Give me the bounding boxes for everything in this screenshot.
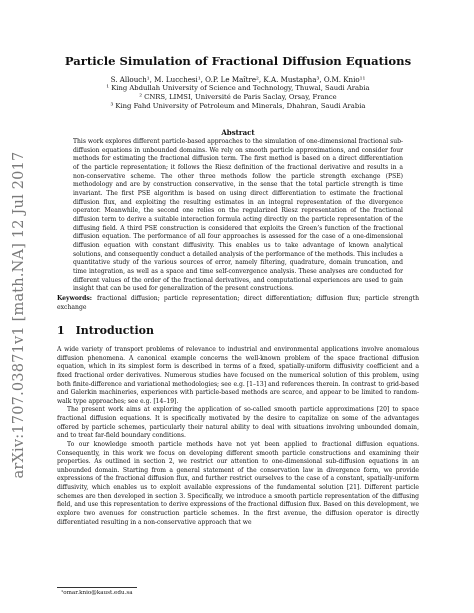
section-heading [57,324,419,337]
keywords-list: fractional diffusion; particle representation; direct differentiation; diffusion flux; particle strength exchange [57,295,419,311]
affiliation-3: ³ King Fahd University of Petroleum and Minerals, Dhahran, Saudi Arabia [110,102,366,110]
section-number: 1 [57,324,65,337]
paragraph: The present work aims at exploring the application of so-called smooth particle approximations [20] to space fractional diffusion equations. It is specifically motivated by the desire to capitalize on some of the advantages offered by particle schemes, particularly their natural ability to deal with situations involving unbounded domain, and to treat far-field boundary conditions. [57,406,419,440]
affiliation-2: ² CNRS, LIMSI, Université de Paris Saclay, Orsay, France [139,93,337,101]
section-title: Introduction [75,324,154,337]
footnote-email: ¹omar.knio@kaust.edu.sa [61,590,133,596]
keywords-label: Keywords: [57,295,93,302]
affiliation-1: ¹ King Abdullah University of Science and Technology, Thuwal, Saudi Arabia [106,84,370,92]
keywords-block [57,295,419,312]
footnote-divider [57,587,137,588]
introduction-body [57,346,419,527]
arxiv-identifier: arXiv:1707.03871v1 [math.NA] 12 Jul 2017 [11,151,27,479]
paragraph: To our knowledge smooth particle methods have not yet been applied to fractional diffusion equations. Consequently, in this work we focus on developing different smooth particle constructions and examining their properties. As outlined in section 2, we restrict our attention to one-dimensional sub-diffusion equations in an unbounded domain. Starting from a general statement of the conservation law in divergence form, we provide expressions of the fractional diffusion flux, and further restrict ourselves to the case of a constant, spatially-uniform diffusivity, which enables us to exploit available expressions of the fundamental solution [21]. Different particle schemes are then developed in section 3. Specifically, we introduce a smooth particle representation of the diffusing field, and use this representation to derive expressions of the fractional diffusion flux. Based on this development, we explore two avenues for construction particle schemes. In the first avenue, the diffusion operator is directly differentiated resulting in a non-conservative approach that we [57,440,419,526]
author-list: S. Allouch¹, M. Lucchesi¹, O.P. Le Maître², K.A. Mustapha³, O.M. Knio¹¹ [110,75,366,84]
abstract-heading: Abstract [221,128,255,137]
abstract-text: This work explores different particle-based approaches to the simulation of one-dimensional fractional sub-diffusion equations in unbounded domains. We rely on smooth particle approximations, and consider four methods for estimating the fractional diffusion term. The first method is based on a direct differentiation of the particle representation; it follows the Riesz definition of the fractional derivative and results in a non-conservative scheme. The other three methods follow the particle strength exchange (PSE) methodology and are by construction conservative, in the sense that the total particle strength is time invariant. The first PSE algorithm is based on using direct differentiation to estimate the fractional diffusion flux, and exploiting the resulting estimates in an integral representation of the divergence operator. Meanwhile, the second one relies on the regularized Riesz representation of the fractional diffusion term to derive a suitable interaction formula acting directly on the particle representation of the diffusing field. A third PSE construction is considered that exploits the Green’s function of the fractional diffusion equation. The performance of all four approaches is assessed for the case of a one-dimensional diffusion equation with constant diffusivity. This enables us to take advantage of known analytical solutions, and consequently conduct a detailed analysis of the performance of the methods. This includes a quantitative study of the various sources of error, namely filtering, quadrature, domain truncation, and time integration, as well as a space and time self-convergence analysis. These analyses are conducted for different values of the order of the fractional derivatives, and computational experiences are used to gain insight that can be used for generalization of the present constructions. [73,138,403,293]
arxiv-identifier-sidebar [8,150,30,480]
paragraph: A wide variety of transport problems of relevance to industrial and environmental applications involve anomalous diffusion phenomena. A canonical example concerns the well-known problem of the space fractional diffusion equation, which in its simplest form is described in terms of a fixed, spatially-uniform diffusivity coefficient and a fixed fractional order derivatives. Numerous studies have focused on the numerical solution of this problem, using both finite-difference and variational methodologies; see e.g. [1–13] and references therein. In contrast to grid-based and Galerkin machineries, experiences with particle-based methods are scarce, and appear to be limited to random-walk type approaches; see e.g. [14–19]. [57,346,419,405]
paper-title: Particle Simulation of Fractional Diffusion Equations [64,54,412,68]
